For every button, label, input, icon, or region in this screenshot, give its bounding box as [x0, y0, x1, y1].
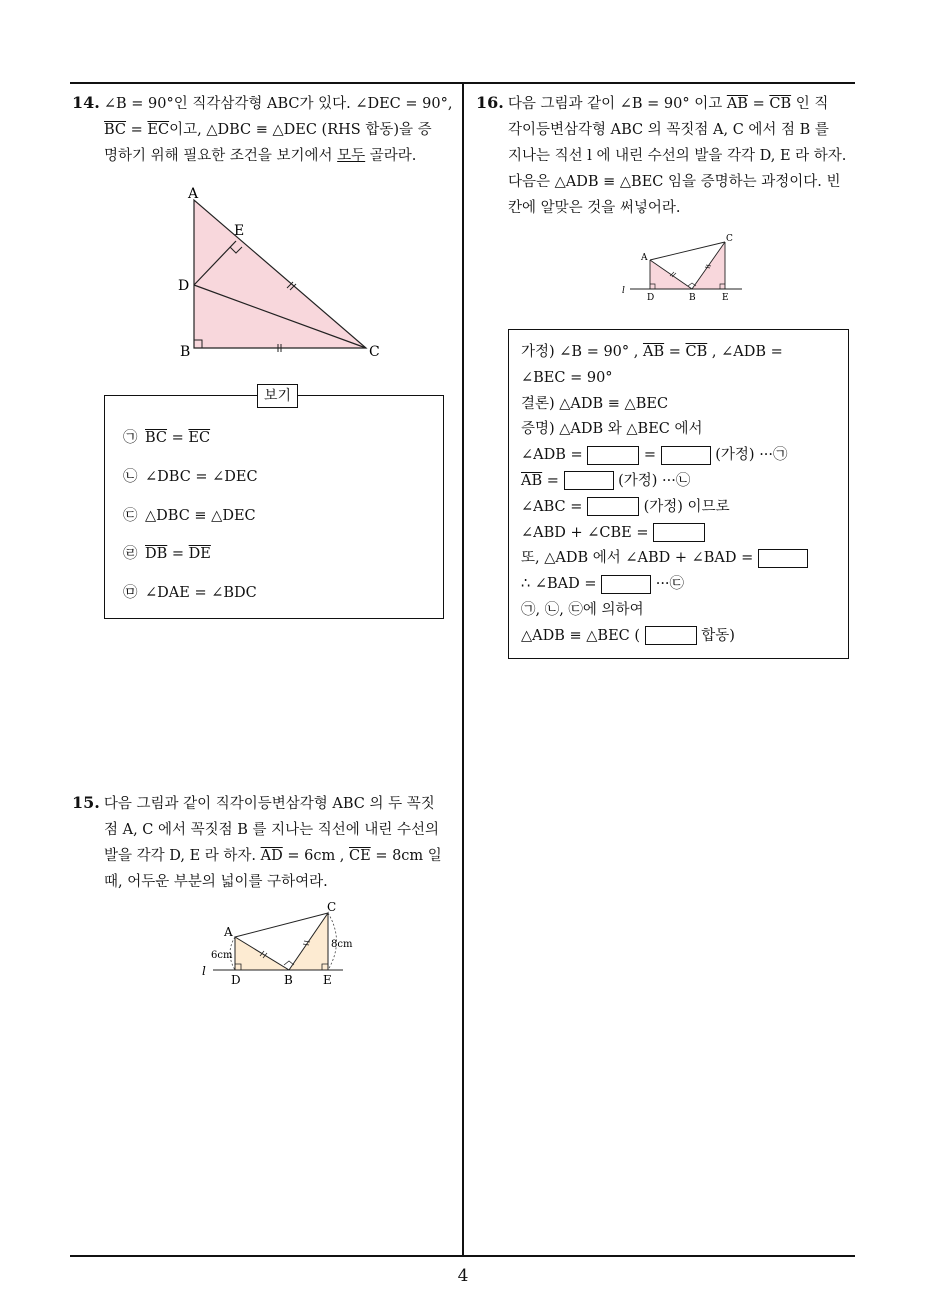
- label-a: A: [641, 253, 648, 263]
- label-d: D: [647, 293, 655, 303]
- choice-3: ㉢ △DBC ≡ △DEC: [123, 508, 256, 524]
- choice-4: ㉣ $\overline{DB} = \overline{DE}$: [123, 546, 211, 562]
- answer-blank-8[interactable]: [645, 626, 697, 645]
- label-a: A: [224, 925, 233, 939]
- label-b: B: [689, 293, 696, 303]
- label-c: C: [369, 344, 380, 360]
- proof-row-11: ㉠, ㉡, ㉢에 의하여: [521, 601, 644, 618]
- proof-row-8: ∠ABD + ∠CBE =: [521, 521, 836, 547]
- shaded-triangle-abc: [194, 200, 366, 348]
- figure-16: [618, 230, 748, 305]
- proof-row-9: 또, △ADB 에서 ∠ABD + ∠BAD =: [521, 546, 836, 572]
- answer-blank-4[interactable]: [587, 497, 639, 516]
- label-c: C: [327, 900, 337, 914]
- column-divider: [462, 82, 464, 1257]
- label-e: E: [323, 973, 332, 987]
- label-c: C: [726, 234, 733, 244]
- proof-row-10: ∴ ∠BAD = ···㉢: [521, 576, 685, 593]
- label-b: B: [284, 973, 293, 987]
- label-ad-length: 6cm: [211, 950, 233, 961]
- choices-box: [104, 388, 444, 619]
- proof-row-5: ∠ADB = = (가정) ···㉠: [521, 447, 788, 464]
- problem-15: 15. 다음 그림과 같이 직각이등변삼각형 ABC 의 두 꼭짓 점 A, C 에서 꼭짓점 B 를 지나는 직선에 내린 수선의 발을 각각 D, E 라 하자. $\overline{AD} = 6cm$ , $\overline{CE} = 8cm$ 일 때, 어두운 부분의 넓이를 구하여라.: [72, 793, 442, 890]
- proof-row-2: ∠BEC = 90°: [521, 369, 613, 386]
- proof-row-1: 가정) ∠B = 90° , $\overline{AB} = \overline{CB}$ , ∠ADB =: [521, 344, 783, 360]
- label-b: B: [180, 344, 191, 360]
- figure-15: [195, 898, 365, 993]
- label-l: l: [202, 964, 206, 978]
- answer-blank-5[interactable]: [653, 523, 705, 542]
- answer-blank-7[interactable]: [601, 575, 651, 594]
- proof-row-4: 증명) △ADB 와 △BEC 에서: [521, 421, 703, 438]
- proof-row-3: 결론) △ADB ≡ △BEC: [521, 395, 669, 412]
- label-e: E: [234, 223, 245, 239]
- bottom-rule: [70, 1255, 855, 1257]
- proof-box: [508, 329, 849, 659]
- answer-blank-6[interactable]: [758, 549, 808, 568]
- proof-row-12: △ADB ≡ △BEC ( 합동): [521, 627, 735, 644]
- proof-row-7: ∠ABC = (가정) 이므로: [521, 498, 730, 515]
- answer-blank-3[interactable]: [564, 471, 614, 490]
- figure-14: [170, 180, 400, 365]
- choice-1: ㉠ $\overline{BC} = \overline{EC}$: [123, 430, 211, 446]
- choices-box-label: 보기: [257, 384, 298, 408]
- label-a: A: [188, 186, 199, 202]
- label-l: l: [622, 286, 625, 296]
- label-ce-length: 8cm: [331, 939, 353, 950]
- answer-blank-2[interactable]: [661, 446, 711, 465]
- problem-number: 16.: [476, 93, 504, 112]
- answer-blank-1[interactable]: [587, 446, 639, 465]
- page-number: 4: [457, 1266, 469, 1286]
- choice-2: ㉡ ∠DBC = ∠DEC: [123, 469, 258, 485]
- label-d: D: [178, 278, 190, 294]
- choice-5: ㉤ ∠DAE = ∠BDC: [123, 585, 257, 601]
- proof-row-6: $\overline{AB}$ = (가정) ···㉡: [521, 472, 691, 489]
- label-e: E: [722, 293, 729, 303]
- label-d: D: [231, 973, 241, 987]
- problem-number: 15.: [72, 793, 100, 812]
- problem-16: 16. 다음 그림과 같이 ∠B = 90° 이고 $\overline{AB} = \overline{CB}$ 인 직 각이등변삼각형 ABC 의 꼭짓점 A, C 에서 점 B 를 지나는 직선 l 에 내린 수선의 발을 각각 D, E 라 하자. 다음은 △ADB ≡ △BEC 임을 증명하는 과정이다. 빈 칸에 알맞은 것을 써넣어라.: [476, 93, 847, 216]
- problem-14: 14. ∠B = 90°인 직각삼각형 ABC가 있다. ∠DEC = 90°, $\overline{BC} = \overline{EC}$이고, △DBC ≡ △DEC (RHS 합동)을 증 명하기 위해 필요한 조건을 보기에서 모두 골라라.: [72, 93, 453, 164]
- problem-number: 14.: [72, 93, 100, 112]
